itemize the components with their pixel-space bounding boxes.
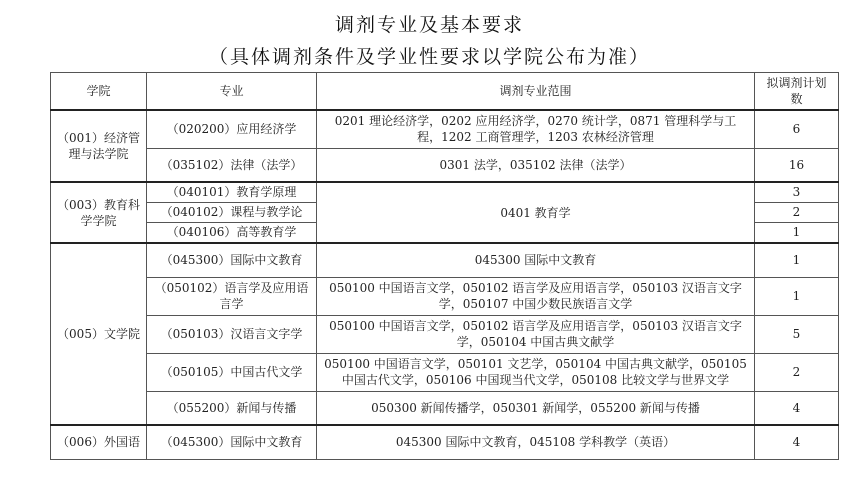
count-cell: 2 (755, 353, 839, 391)
count-cell: 1 (755, 277, 839, 315)
major-cell: （020200）应用经济学 (147, 110, 317, 148)
table-header-row (51, 73, 839, 111)
header-count: 拟调剂计划数 (755, 73, 839, 111)
college-cell: （005）文学院 (51, 243, 147, 425)
table-row (51, 315, 839, 353)
table-row (51, 391, 839, 425)
scope-cell: 050100 中国语言文学，050102 语言学及应用语言学，050103 汉语言文字学，050107 中国少数民族语言文学 (317, 277, 755, 315)
scope-cell: 050100 中国语言文学，050101 文艺学，050104 中国古典文献学，050105 中国古代文学，050106 中国现当代文学，050108 比较文学与世界文学 (317, 353, 755, 391)
table-row (51, 110, 839, 148)
scope-cell: 0401 教育学 (317, 182, 755, 243)
page-subtitle: （具体调剂条件及学业性要求以学院公布为准） (208, 46, 650, 68)
table-row (51, 353, 839, 391)
major-cell: （055200）新闻与传播 (147, 391, 317, 425)
major-cell: （050102）语言学及应用语言学 (147, 277, 317, 315)
table-row (51, 243, 839, 277)
scope-cell: 050300 新闻传播学，050301 新闻学，055200 新闻与传播 (317, 391, 755, 425)
count-cell: 5 (755, 315, 839, 353)
count-cell: 4 (755, 425, 839, 459)
count-cell: 3 (755, 182, 839, 203)
major-cell: （045300）国际中文教育 (147, 243, 317, 277)
table-row (51, 148, 839, 182)
scope-cell: 0301 法学，035102 法律（法学） (317, 148, 755, 182)
scope-cell: 045300 国际中文教育，045108 学科教学（英语） (317, 425, 755, 459)
header-college: 学院 (51, 73, 147, 111)
college-cell: （006）外国语 (51, 425, 147, 459)
scope-cell: 0201 理论经济学，0202 应用经济学，0270 统计学，0871 管理科学与工程，1202 工商管理学，1203 农林经济管理 (317, 110, 755, 148)
count-cell: 4 (755, 391, 839, 425)
header-major: 专业 (147, 73, 317, 111)
count-cell: 6 (755, 110, 839, 148)
adjustment-table (50, 72, 839, 460)
major-cell: （040102）课程与教学论 (147, 203, 317, 223)
major-cell: （040106）高等教育学 (147, 223, 317, 244)
page-title: 调剂专业及基本要求 (334, 14, 524, 36)
count-cell: 2 (755, 203, 839, 223)
college-cell: （003）教育科学学院 (51, 182, 147, 243)
scope-cell: 045300 国际中文教育 (317, 243, 755, 277)
header-scope: 调剂专业范围 (317, 73, 755, 111)
table-row (51, 425, 839, 459)
scope-cell: 050100 中国语言文学，050102 语言学及应用语言学，050103 汉语言文字学，050104 中国古典文献学 (317, 315, 755, 353)
major-cell: （040101）教育学原理 (147, 182, 317, 203)
count-cell: 1 (755, 223, 839, 244)
college-cell: （001）经济管理与法学院 (51, 110, 147, 182)
table-row (51, 182, 839, 203)
count-cell: 16 (755, 148, 839, 182)
major-cell: （050103）汉语言文字学 (147, 315, 317, 353)
major-cell: （050105）中国古代文学 (147, 353, 317, 391)
table-row (51, 277, 839, 315)
count-cell: 1 (755, 243, 839, 277)
major-cell: （035102）法律（法学） (147, 148, 317, 182)
major-cell: （045300）国际中文教育 (147, 425, 317, 459)
